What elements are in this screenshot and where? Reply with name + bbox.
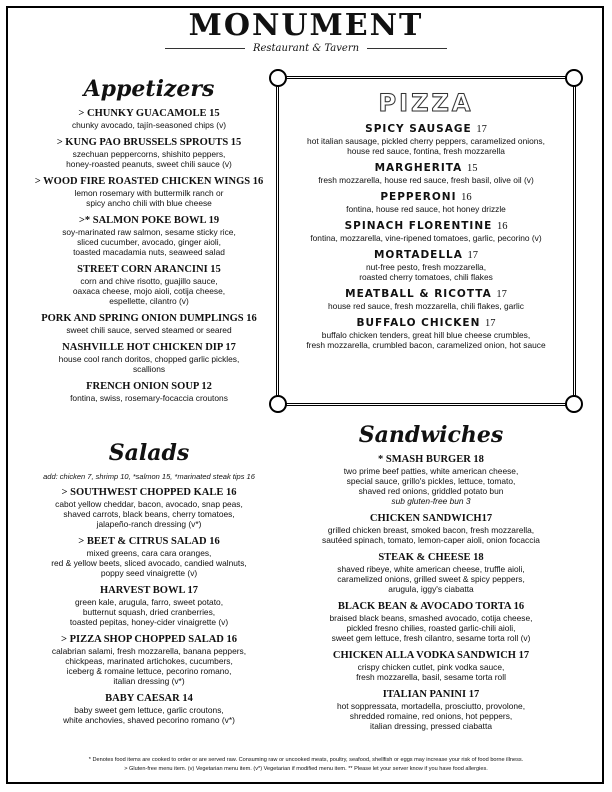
brand-name: MONUMENT <box>188 8 424 43</box>
menu-item-description: pickled fresno chilies, roasted garlic-chili aioli, <box>346 623 516 633</box>
menu-item <box>24 264 274 306</box>
menu-item-description: toasted macadamia nuts, seaweed salad <box>73 247 225 257</box>
menu-item <box>24 536 274 578</box>
menu-item-description: shaved carrots, black beans, cherry tomatoes, <box>63 509 235 519</box>
menu-item-name-text: SPICY SAUSAGE <box>365 123 472 135</box>
pizza-list <box>285 123 567 350</box>
menu-item <box>24 634 274 686</box>
ornament-corner-icon <box>269 69 287 87</box>
menu-item-description: fresh mozzarella, house red sauce, fresh basil, olive oil (v) <box>318 175 534 185</box>
menu-item-name-text: MEATBALL & RICOTTA <box>345 288 492 300</box>
menu-item <box>24 215 274 257</box>
menu-item-description: baby sweet gem lettuce, garlic croutons, <box>74 705 224 715</box>
menu-item-substitution: sub gluten-free bun 3 <box>391 496 471 506</box>
menu-item-name: > WOOD FIRE ROASTED CHICKEN WINGS 16 <box>34 176 264 187</box>
menu-item-description: two prime beef patties, white american cheese, <box>343 466 519 476</box>
menu-item-description: shredded romaine, red onions, hot peppers, <box>349 711 513 721</box>
appetizers-section <box>24 76 274 410</box>
menu-item-name <box>285 191 567 204</box>
menu-item-description: sliced cucumber, avocado, ginger aioli, <box>77 237 221 247</box>
menu-item-description: fontina, swiss, rosemary-focaccia croutons <box>70 393 228 403</box>
menu-item-description: hot italian sausage, pickled cherry peppers, caramelized onions, <box>307 136 545 146</box>
footer <box>0 756 612 774</box>
menu-item <box>286 454 576 506</box>
menu-item-description: spicy ancho chili with blue cheese <box>86 198 212 208</box>
menu-item-price: 17 <box>476 124 487 135</box>
menu-item-description: special sauce, grillo's pickles, lettuce, tomato, <box>346 476 516 486</box>
menu-item-name: STREET CORN ARANCINI 15 <box>77 264 221 275</box>
menu-item-name: > PIZZA SHOP CHOPPED SALAD 16 <box>60 634 238 645</box>
menu-item-description: toasted pepitas, honey-cider vinaigrette (v) <box>69 617 229 627</box>
menu-item-name: FRENCH ONION SOUP 12 <box>86 381 212 392</box>
menu-item-description: espellette, cilantro (v) <box>109 296 189 306</box>
menu-item-description: scallions <box>132 364 166 374</box>
menu-item <box>24 313 274 335</box>
menu-item-price: 15 <box>466 163 478 174</box>
menu-item-name: PORK AND SPRING ONION DUMPLINGS 16 <box>41 313 257 324</box>
menu-item-name: > SOUTHWEST CHOPPED KALE 16 <box>61 487 237 498</box>
menu-item-name: HARVEST BOWL 17 <box>99 585 199 596</box>
menu-item-description: italian dressing, pressed ciabatta <box>370 721 492 731</box>
menu-item <box>24 585 274 627</box>
menu-item <box>286 513 576 545</box>
menu-item-name-text: MORTADELLA <box>373 249 463 261</box>
menu-item-description: lemon rosemary with buttermilk ranch or <box>74 188 224 198</box>
footer-disclaimer: * Denotes food items are cooked to order or are served raw. Consuming raw or uncooked meats, poultry, seafood, shellfish or eggs may increase your risk of food borne illness. <box>88 757 524 763</box>
menu-item-description: sweet gem lettuce, fresh cilantro, sesame torta roll (v) <box>331 633 531 643</box>
menu-item <box>286 650 576 682</box>
menu-item-description: jalapeño-ranch dressing (v*) <box>96 519 202 529</box>
menu-item <box>285 191 567 214</box>
menu-item-description: szechuan peppercorns, shishito peppers, <box>72 149 226 159</box>
menu-item-name <box>285 162 567 175</box>
appetizers-list <box>24 108 274 403</box>
menu-item <box>285 249 567 282</box>
menu-item-description: buffalo chicken tenders, great hill blue cheese crumbles, <box>321 330 531 340</box>
menu-item-name-text: MARGHERITA <box>374 162 463 174</box>
menu-item-description: braised black beans, smashed avocado, cotija cheese, <box>329 613 533 623</box>
menu-item <box>24 342 274 374</box>
menu-item-description: crispy chicken cutlet, pink vodka sauce, <box>357 662 505 672</box>
menu-item-description: green kale, arugula, farro, sweet potato, <box>74 597 224 607</box>
menu-item-description: chickpeas, marinated artichokes, cucumbers, <box>65 656 233 666</box>
menu-item-description: house red sauce, fontina, fresh mozzarella <box>347 146 505 156</box>
menu-item <box>285 220 567 243</box>
menu-item-name: > KUNG PAO BRUSSELS SPROUTS 15 <box>56 137 242 148</box>
menu-item-description: corn and chive risotto, guajillo sauce, <box>80 276 218 286</box>
sandwiches-list <box>286 454 576 731</box>
menu-item-description: caramelized onions, grilled sweet & spicy peppers, <box>337 574 525 584</box>
menu-item <box>285 123 567 156</box>
menu-item-name: BLACK BEAN & AVOCADO TORTA 16 <box>337 601 525 612</box>
menu-item-description: house cool ranch doritos, chopped garlic pickles, <box>58 354 240 364</box>
salads-list <box>24 487 274 725</box>
menu-item-description: sweet chili sauce, served steamed or seared <box>66 325 232 335</box>
menu-item-description: cabot yellow cheddar, bacon, avocado, snap peas, <box>55 499 243 509</box>
salads-title: Salads <box>108 440 190 466</box>
menu-item-name: > BEET & CITRUS SALAD 16 <box>78 536 220 547</box>
sandwiches-section <box>286 422 576 738</box>
brand-tagline: Restaurant & Tavern <box>0 43 612 54</box>
menu-item-name: BABY CAESAR 14 <box>105 693 193 704</box>
salads-section <box>24 440 274 732</box>
menu-item-description: shaved red onions, griddled potato bun <box>358 486 504 496</box>
menu-item <box>24 176 274 208</box>
menu-item <box>286 601 576 643</box>
menu-item-description: red & yellow beets, sliced avocado, candied walnuts, <box>51 558 247 568</box>
pizza-title: PIZZA <box>378 89 474 117</box>
menu-item-name <box>285 288 567 301</box>
menu-item-price: 17 <box>485 318 496 329</box>
menu-item-name-text: BUFFALO CHICKEN <box>356 317 481 329</box>
menu-item-description: shaved ribeye, white american cheese, truffle aioli, <box>337 564 525 574</box>
ornament-corner-icon <box>565 395 583 413</box>
menu-item <box>24 108 274 130</box>
menu-item-description: nut-free pesto, fresh mozzarella, <box>365 262 487 272</box>
menu-item-description: arugula, iggy's ciabatta <box>388 584 474 594</box>
menu-item-price: 16 <box>496 221 508 232</box>
menu-item <box>285 288 567 311</box>
salads-addon-note: add: chicken 7, shrimp 10, *salmon 15, *marinated steak tips 16 <box>43 472 255 481</box>
menu-item <box>24 693 274 725</box>
footer-legend: > Gluten-free menu item. (v) Vegetarian menu item. (v*) Vegetarian if modified menu item. ** Please let your server know if you have food allergies. <box>124 766 488 772</box>
menu-item-description: oaxaca cheese, mojo aioli, cotija cheese, <box>72 286 226 296</box>
menu-item <box>285 317 567 350</box>
menu-item-description: roasted cherry tomatoes, chili flakes <box>359 272 493 282</box>
menu-item-description: soy-marinated raw salmon, sesame sticky rice, <box>62 227 236 237</box>
menu-item-price: 16 <box>461 192 472 203</box>
pizza-section <box>276 76 576 406</box>
menu-item-description: fresh mozzarella, basil, sesame torta roll <box>356 672 506 682</box>
menu-item-description: fontina, mozzarella, vine-ripened tomatoes, garlic, pecorino (v) <box>310 233 542 243</box>
menu-item-name: STEAK & CHEESE 18 <box>378 552 484 563</box>
menu-item-description: chunky avocado, tajín-seasoned chips (v) <box>71 120 227 130</box>
menu-item-description: hot soppressata, mortadella, prosciutto, provolone, <box>336 701 526 711</box>
menu-item-description: iceberg & romaine lettuce, pecorino romano, <box>66 666 232 676</box>
menu-item <box>24 137 274 169</box>
menu-item-name: CHICKEN ALLA VODKA SANDWICH 17 <box>332 650 530 661</box>
menu-item-name: * SMASH BURGER 18 <box>378 454 484 465</box>
menu-item-description: poppy seed vinaigrette (v) <box>100 568 198 578</box>
menu-item-name <box>285 249 567 262</box>
menu-item-description: sautéed spinach, tomato, lemon-caper aioli, onion focaccia <box>322 535 540 545</box>
menu-item-name: > CHUNKY GUACAMOLE 15 <box>78 108 220 119</box>
menu-item-price: 17 <box>496 289 507 300</box>
menu-item-name <box>285 220 567 233</box>
menu-item-description: calabrian salami, fresh mozzarella, banana peppers, <box>51 646 247 656</box>
menu-item-name: NASHVILLE HOT CHICKEN DIP 17 <box>62 342 236 353</box>
menu-item-description: mixed greens, cara cara oranges, <box>86 548 212 558</box>
menu-item-name <box>285 123 567 136</box>
menu-item-description: butternut squash, dried cranberries, <box>82 607 216 617</box>
menu-item-price: 17 <box>467 250 478 261</box>
ornament-corner-icon <box>269 395 287 413</box>
appetizers-title: Appetizers <box>83 76 215 102</box>
menu-item <box>286 552 576 594</box>
menu-item-name: >* SALMON POKE BOWL 19 <box>78 215 220 226</box>
menu-item-name-text: SPINACH FLORENTINE <box>344 220 493 232</box>
menu-item <box>286 689 576 731</box>
menu-item-description: white anchovies, shaved pecorino romano (v*) <box>63 715 235 725</box>
menu-item-name-text: PEPPERONI <box>380 191 457 203</box>
menu-item-name <box>285 317 567 330</box>
menu-item-description: house red sauce, fresh mozzarella, chili flakes, garlic <box>328 301 524 311</box>
menu-item-description: grilled chicken breast, smoked bacon, fresh mozzarella, <box>327 525 535 535</box>
sandwiches-title: Sandwiches <box>358 422 504 448</box>
menu-item <box>24 381 274 403</box>
menu-item-name: ITALIAN PANINI 17 <box>382 689 480 700</box>
menu-item <box>24 487 274 529</box>
menu-item-description: honey-roasted peanuts, sweet chili sauce (v) <box>66 159 232 169</box>
menu-item-description: italian dressing (v*) <box>113 676 185 686</box>
menu-item <box>285 162 567 185</box>
menu-item-description: fresh mozzarella, crumbled bacon, caramelized onion, hot sauce <box>306 340 546 350</box>
menu-item-name: CHICKEN SANDWICH17 <box>369 513 493 524</box>
ornament-corner-icon <box>565 69 583 87</box>
menu-item-description: fontina, house red sauce, hot honey drizzle <box>346 204 506 214</box>
header <box>0 10 612 54</box>
